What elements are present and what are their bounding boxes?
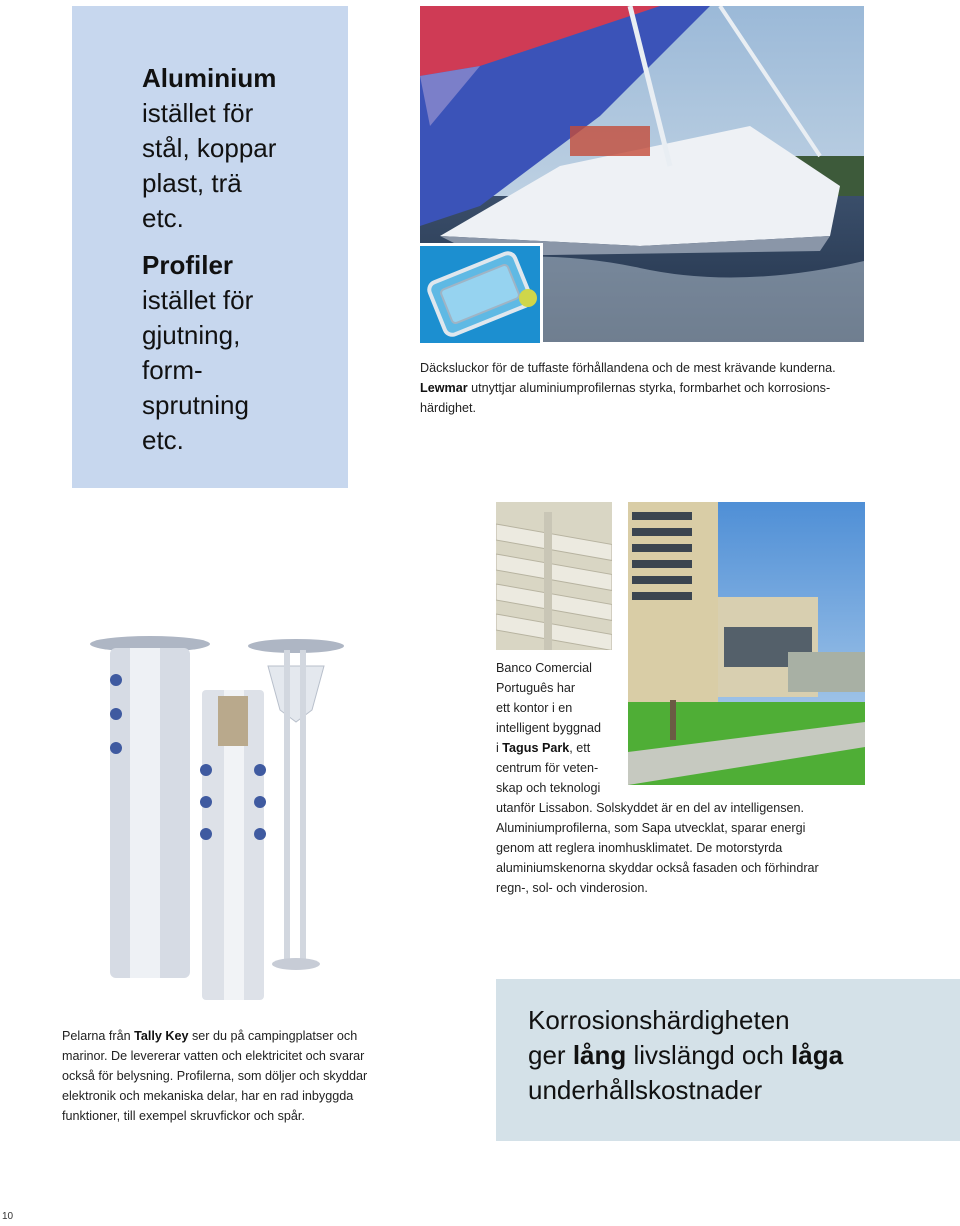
tagus-park-building-photo: [628, 502, 865, 785]
bank-caption-l5: [496, 738, 626, 758]
bank-caption-l11: aluminiumskenorna skyddar också fasaden och förhindrar: [496, 861, 819, 875]
bank-caption-l5-post: , ett: [569, 741, 591, 755]
sun-louver-photo: [496, 502, 612, 650]
bank-caption-narrow: [496, 658, 626, 798]
pillar-caption-l1: [62, 1026, 407, 1046]
pillar-caption-l2: marinor. De levererar vatten och elektricitet och svarar: [62, 1049, 365, 1063]
pillar-caption-l5: funktioner, till exempel skruvfickor och spår.: [62, 1109, 305, 1123]
bank-caption-l6: centrum för veten-: [496, 761, 599, 775]
boat-caption-line1: Däcksluckor för de tuffaste förhållandena och de mest krävande kunderna.: [420, 361, 836, 375]
bank-caption-l7: skap och teknologi: [496, 781, 601, 795]
quote-line2: [528, 1038, 843, 1073]
callout-heading-profiler: Profiler: [142, 250, 234, 280]
boat-caption: [420, 358, 900, 418]
boat-caption-line2: [420, 378, 900, 398]
boat-caption-line2-rest: utnyttjar aluminiumprofilernas styrka, formbarhet och korrosions-: [467, 381, 831, 395]
service-pillars-photo: [78, 630, 358, 1005]
pillar-caption-pre: Pelarna från: [62, 1029, 135, 1043]
bank-caption-wide: [496, 798, 866, 898]
callout-heading-aluminium: Aluminium: [142, 63, 277, 93]
pillar-caption-post: ser du på campingplatser och: [188, 1029, 358, 1043]
bank-caption-l2: Português har: [496, 681, 576, 695]
brand-lewmar: Lewmar: [420, 381, 468, 395]
bank-caption-l10: genom att reglera inomhusklimatet. De motorstyrda: [496, 841, 783, 855]
callout-text-profiler: istället för gjutning, form- sprutning etc.: [142, 285, 254, 455]
quote-line1: Korrosionshärdigheten: [528, 1005, 790, 1035]
callout-text-aluminium: istället för stål, koppar plast, trä etc.: [142, 98, 277, 233]
quote-box: [496, 979, 960, 1141]
quote-bold-lang: lång: [572, 1040, 627, 1070]
bank-caption-l1: Banco Comercial: [496, 661, 592, 675]
quote-line2-pre: ger: [528, 1040, 573, 1070]
bank-caption-l8: utanför Lissabon. Solskyddet är en del av intelligensen.: [496, 801, 805, 815]
deck-hatch-photo: [420, 243, 543, 343]
bank-caption-l5-pre: i: [496, 741, 503, 755]
boat-caption-line3: härdighet.: [420, 401, 477, 415]
bank-caption-l12: regn-, sol- och vinderosion.: [496, 881, 648, 895]
quote-line2-mid: livslängd och: [626, 1040, 792, 1070]
brand-tagus-park: Tagus Park: [502, 741, 570, 755]
pillar-caption-l4: elektronik och mekaniska delar, har en rad inbyggda: [62, 1089, 354, 1103]
page-number: 10: [2, 1211, 14, 1222]
quote-text: [528, 1003, 843, 1108]
quote-line3: underhållskostnader: [528, 1075, 763, 1105]
bank-caption-l4: intelligent byggnad: [496, 721, 602, 735]
pillar-caption: [62, 1026, 407, 1126]
pillar-caption-l3: också för belysning. Profilerna, som döljer och skyddar: [62, 1069, 368, 1083]
callout-box: [72, 6, 348, 488]
bank-caption-l9: Aluminiumprofilerna, som Sapa utvecklat, sparar energi: [496, 821, 806, 835]
bank-caption-l3: ett kontor i en: [496, 701, 573, 715]
quote-bold-laga: låga: [791, 1040, 844, 1070]
brand-tally-key: Tally Key: [134, 1029, 189, 1043]
